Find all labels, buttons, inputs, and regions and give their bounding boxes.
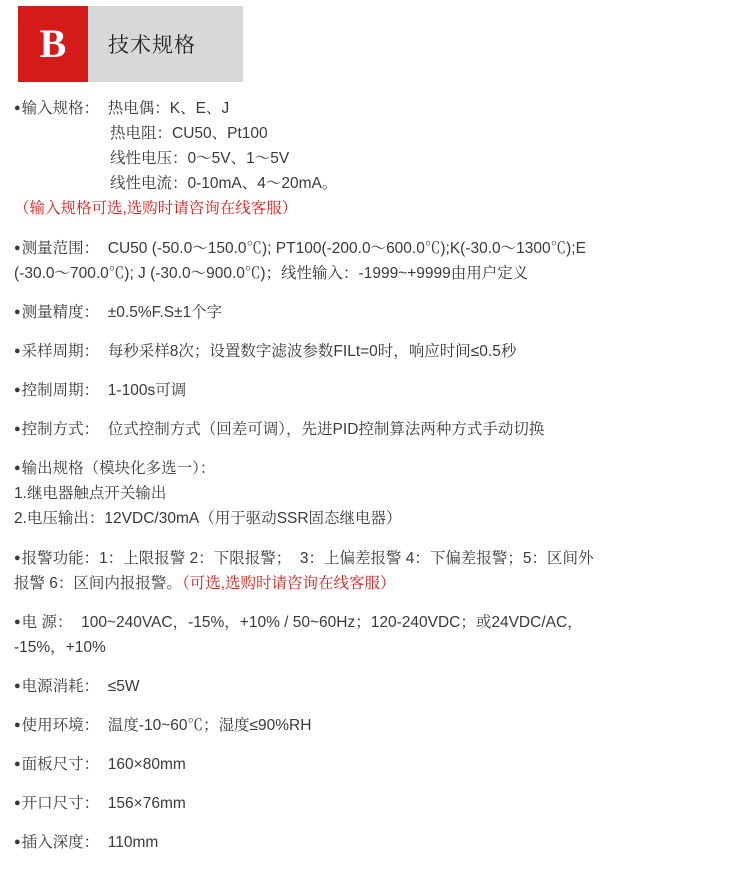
spec-item-control-mode: [14, 417, 736, 442]
bullet-icon: ●: [14, 241, 21, 254]
spec-value: 报警 6：区间内报报警。: [14, 574, 182, 592]
bullet-icon: ●: [14, 836, 21, 849]
spec-line: [14, 96, 736, 121]
section-header: [18, 6, 243, 82]
spec-label: 插入深度：: [21, 834, 100, 852]
spec-label: 测量精度：: [21, 303, 100, 321]
bullet-icon: ●: [14, 615, 21, 628]
spec-line: [14, 546, 736, 571]
spec-label: 报警功能：: [21, 549, 100, 567]
spec-item-output-spec: [14, 456, 736, 531]
spec-label: 电 源：: [21, 613, 73, 631]
spec-line: -15%，+10%: [14, 638, 106, 656]
bullet-icon: ●: [14, 462, 21, 475]
spec-line: [14, 571, 736, 596]
spec-item-input-spec: [14, 96, 736, 222]
spec-value: CU50 (-50.0～150.0℃); PT100(-200.0～600.0℃);K(-30.0～1300℃);E: [107, 239, 586, 257]
spec-label: 控制方式：: [21, 421, 100, 439]
bullet-icon: ●: [14, 719, 21, 732]
spec-line: [14, 236, 736, 261]
spec-line: 1.继电器触点开关输出: [14, 485, 167, 503]
spec-label: 输入规格：: [21, 100, 100, 117]
spec-label: 开口尺寸：: [21, 795, 100, 813]
spec-value: 温度-10~60℃；湿度≤90%RH: [107, 717, 312, 735]
spec-line: [14, 791, 736, 816]
spec-label: 控制周期：: [21, 381, 100, 399]
spec-item-insert-depth: [14, 830, 736, 855]
spec-item-sampling-period: [14, 339, 736, 364]
section-badge-letter: B: [39, 21, 67, 66]
bullet-icon: ●: [14, 797, 21, 810]
spec-value: 1-100s可调: [107, 381, 187, 399]
bullet-icon: ●: [14, 102, 21, 114]
spec-value: 110mm: [107, 834, 159, 852]
spec-line: 线性电压：0～5V、1～5V: [110, 150, 290, 168]
spec-line: [14, 378, 736, 403]
spec-label: 面板尺寸：: [21, 756, 100, 774]
spec-label: 输出规格（模块化多选一）：: [21, 460, 216, 478]
section-title: 技术规格: [108, 34, 196, 57]
spec-item-operating-environment: [14, 713, 736, 738]
spec-value: 156×76mm: [107, 795, 186, 813]
bullet-icon: ●: [14, 551, 21, 564]
spec-item-panel-size: [14, 752, 736, 777]
spec-line: 2.电压输出：12VDC/30mA（用于驱动SSR固态继电器）: [14, 510, 402, 528]
spec-list: [0, 96, 750, 856]
spec-value: 每秒采样8次；设置数字滤波参数FILt=0时，响应时间≤0.5秒: [107, 342, 517, 360]
section-title-box: [88, 6, 243, 82]
spec-value: 位式控制方式（回差可调），先进PID控制算法两种方式手动切换: [107, 421, 545, 439]
bullet-icon: ●: [14, 758, 21, 771]
spec-item-alarm-function: [14, 546, 736, 596]
spec-line: [14, 674, 736, 699]
spec-label: 采样周期：: [21, 342, 100, 360]
bullet-icon: ●: [14, 305, 21, 318]
spec-line: 线性电流：0-10mA、4～20mA。: [110, 175, 338, 193]
spec-note: （输入规格可选,选购时请咨询在线客服）: [14, 200, 298, 218]
bullet-icon: ●: [14, 679, 21, 692]
spec-label: 电源消耗：: [21, 677, 100, 695]
spec-value: 热电偶：K、E、J: [107, 100, 230, 117]
spec-value: 100~240VAC，-15%，+10% / 50~60Hz；120-240VDC；或24VDC/AC，: [81, 613, 583, 631]
spec-line: [14, 456, 736, 481]
spec-label: 使用环境：: [21, 717, 100, 735]
spec-value: ≤5W: [107, 677, 140, 695]
section-badge: [18, 6, 88, 82]
spec-value: ±0.5%F.S±1个字: [107, 303, 223, 321]
spec-page: [0, 6, 750, 890]
spec-line: [14, 752, 736, 777]
spec-line: [14, 417, 736, 442]
spec-label: 测量范围：: [21, 239, 100, 257]
bullet-icon: ●: [14, 423, 21, 436]
spec-item-measure-accuracy: [14, 300, 736, 325]
spec-line: (-30.0～700.0℃); J (-30.0～900.0℃)；线性输入：-1999~+9999由用户定义: [14, 264, 529, 282]
spec-item-cutout-size: [14, 791, 736, 816]
spec-line: [14, 339, 736, 364]
spec-item-control-period: [14, 378, 736, 403]
bullet-icon: ●: [14, 383, 21, 396]
spec-item-power-supply: [14, 610, 736, 660]
spec-line: 热电阻：CU50、Pt100: [110, 125, 268, 143]
spec-item-power-consumption: [14, 674, 736, 699]
spec-line: [14, 610, 736, 635]
spec-value: 1：上限报警 2：下限报警； 3：上偏差报警 4：下偏差报警；5：区间外: [99, 549, 594, 567]
spec-line: [14, 713, 736, 738]
bullet-icon: ●: [14, 344, 21, 357]
spec-line: [14, 830, 736, 855]
spec-line: [14, 300, 736, 325]
spec-value: 160×80mm: [107, 756, 186, 774]
spec-note: （可选,选购时请咨询在线客服）: [181, 574, 396, 592]
spec-item-measure-range: [14, 236, 736, 286]
